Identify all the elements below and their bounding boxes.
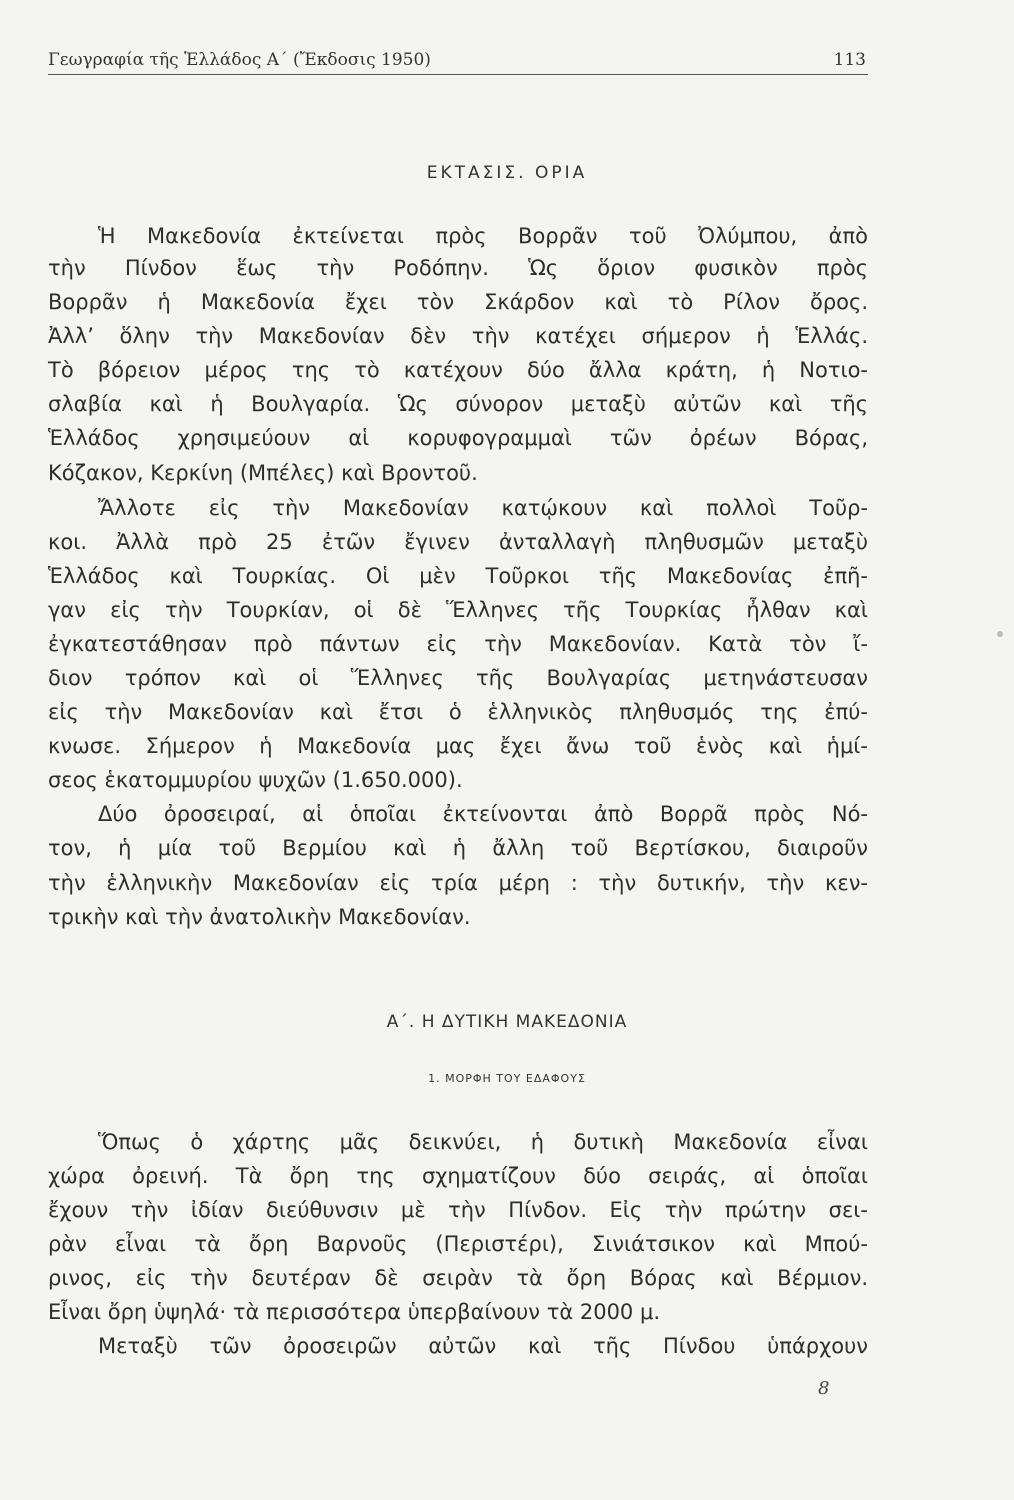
text-line: ρινος, εἰς τὴν δευτέραν δὲ σειρὰν τὰ ὄρη Βόρας καὶ Βέρμιον. (48, 1266, 868, 1290)
text-line: τὴν ἑλληνικὴν Μακεδονίαν εἰς τρία μέρη : τὴν δυτικήν, τὴν κεν- (48, 871, 868, 895)
text-line: κοι. Ἀλλὰ πρὸ 25 ἐτῶν ἔγινεν ἀνταλλαγὴ πληθυσμῶν μεταξὺ (48, 530, 868, 554)
text-line: Κόζακον, Κερκίνη (Μπέλες) καὶ Βροντοῦ. (48, 461, 478, 485)
text-line: Μεταξὺ τῶν ὀροσειρῶν αὐτῶν καὶ τῆς Πίνδου ὑπάρχουν (98, 1334, 868, 1358)
running-header (48, 50, 868, 75)
text-line: γαν εἰς τὴν Τουρκίαν, οἱ δὲ Ἕλληνες τῆς Τουρκίας ἦλθαν καὶ (48, 598, 868, 622)
text-line: τον, ἡ μία τοῦ Βερμίου καὶ ἡ ἄλλη τοῦ Βερτίσκου, διαιροῦν (48, 836, 868, 860)
paper-speck (997, 631, 1003, 637)
text-line: εἰς τὴν Μακεδονίαν καὶ ἔτσι ὁ ἑλληνικὸς πληθυσμός της ἐπύ- (48, 700, 868, 724)
text-line: διον τρόπον καὶ οἱ Ἕλληνες τῆς Βουλγαρίας μετηνάστευσαν (48, 666, 868, 690)
text-line: Ἑλλάδος καὶ Τουρκίας. Οἱ μὲν Τοῦρκοι τῆς Μακεδονίας ἐπῆ- (48, 564, 868, 588)
text-line: ρὰν εἶναι τὰ ὄρη Βαρνοῦς (Περιστέρι), Σινιάτσικον καὶ Μπού- (48, 1232, 868, 1256)
text-line: Βορρᾶν ἡ Μακεδονία ἔχει τὸν Σκάρδον καὶ τὸ Ρίλον ὄρος. (48, 290, 868, 314)
subsection-subheading: 1. ΜΟΡΦΗ ΤΟΥ ΕΔΑΦΟΥΣ (428, 1072, 586, 1085)
text-line: Ἑλλάδος χρησιμεύουν αἱ κορυφογραμμαὶ τῶν ὀρέων Βόρας, (48, 426, 868, 450)
text-line: Δύο ὀροσειραί, αἱ ὁποῖαι ἐκτείνονται ἀπὸ Βορρᾶ πρὸς Νό- (98, 802, 868, 826)
text-line: Ὅπως ὁ χάρτης μᾶς δεικνύει, ἡ δυτικὴ Μακεδονία εἶναι (98, 1130, 868, 1154)
text-line: Ἡ Μακεδονία ἐκτείνεται πρὸς Βορρᾶν τοῦ Ὀλύμπου, ἀπὸ (98, 224, 868, 248)
text-line: Ἀλλ’ ὅλην τὴν Μακεδονίαν δὲν τὴν κατέχει σήμερον ἡ Ἑλλάς. (48, 324, 868, 348)
text-line: χώρα ὀρεινή. Τὰ ὄρη της σχηματίζουν δύο σειράς, αἱ ὁποῖαι (48, 1164, 868, 1188)
text-line: τρικὴν καὶ τὴν ἀνατολικὴν Μακεδονίαν. (48, 905, 471, 929)
section-heading: ΕΚΤΑΣΙΣ. ΟΡΙΑ (426, 163, 588, 183)
text-line: ἐγκατεστάθησαν πρὸ πάντων εἰς τὴν Μακεδονίαν. Κατὰ τὸν ἴ- (48, 632, 868, 656)
text-line: σλαβία καὶ ἡ Βουλγαρία. Ὡς σύνορον μεταξὺ αὐτῶν καὶ τῆς (48, 392, 868, 416)
subsection-heading: Α΄. Η ΔΥΤΙΚΗ ΜΑΚΕΔΟΝΙΑ (386, 1012, 628, 1032)
signature-mark: 8 (818, 1378, 830, 1399)
book-title: Γεωγραφία τῆς Ἑλλάδος Α΄ (Ἔκδοσις 1950) (48, 50, 431, 70)
page-number: 113 (833, 50, 866, 70)
text-line: ἔχουν τὴν ἰδίαν διεύθυνσιν μὲ τὴν Πίνδον. Εἰς τὴν πρώτην σει- (48, 1198, 868, 1222)
text-line: Εἶναι ὄρη ὑψηλά· τὰ περισσότερα ὑπερβαίνουν τὰ 2000 μ. (48, 1300, 661, 1324)
text-line: Ἄλλοτε εἰς τὴν Μακεδονίαν κατῴκουν καὶ πολλοὶ Τοῦρ- (98, 496, 868, 520)
text-line: τὴν Πίνδον ἕως τὴν Ροδόπην. Ὡς ὅριον φυσικὸν πρὸς (48, 256, 868, 280)
text-line: Τὸ βόρειον μέρος της τὸ κατέχουν δύο ἄλλα κράτη, ἡ Νοτιο- (48, 358, 868, 382)
text-line: σεος ἑκατομμυρίου ψυχῶν (1.650.000). (48, 768, 463, 792)
text-line: κνωσε. Σήμερον ἡ Μακεδονία μας ἔχει ἄνω τοῦ ἑνὸς καὶ ἡμί- (48, 734, 868, 758)
